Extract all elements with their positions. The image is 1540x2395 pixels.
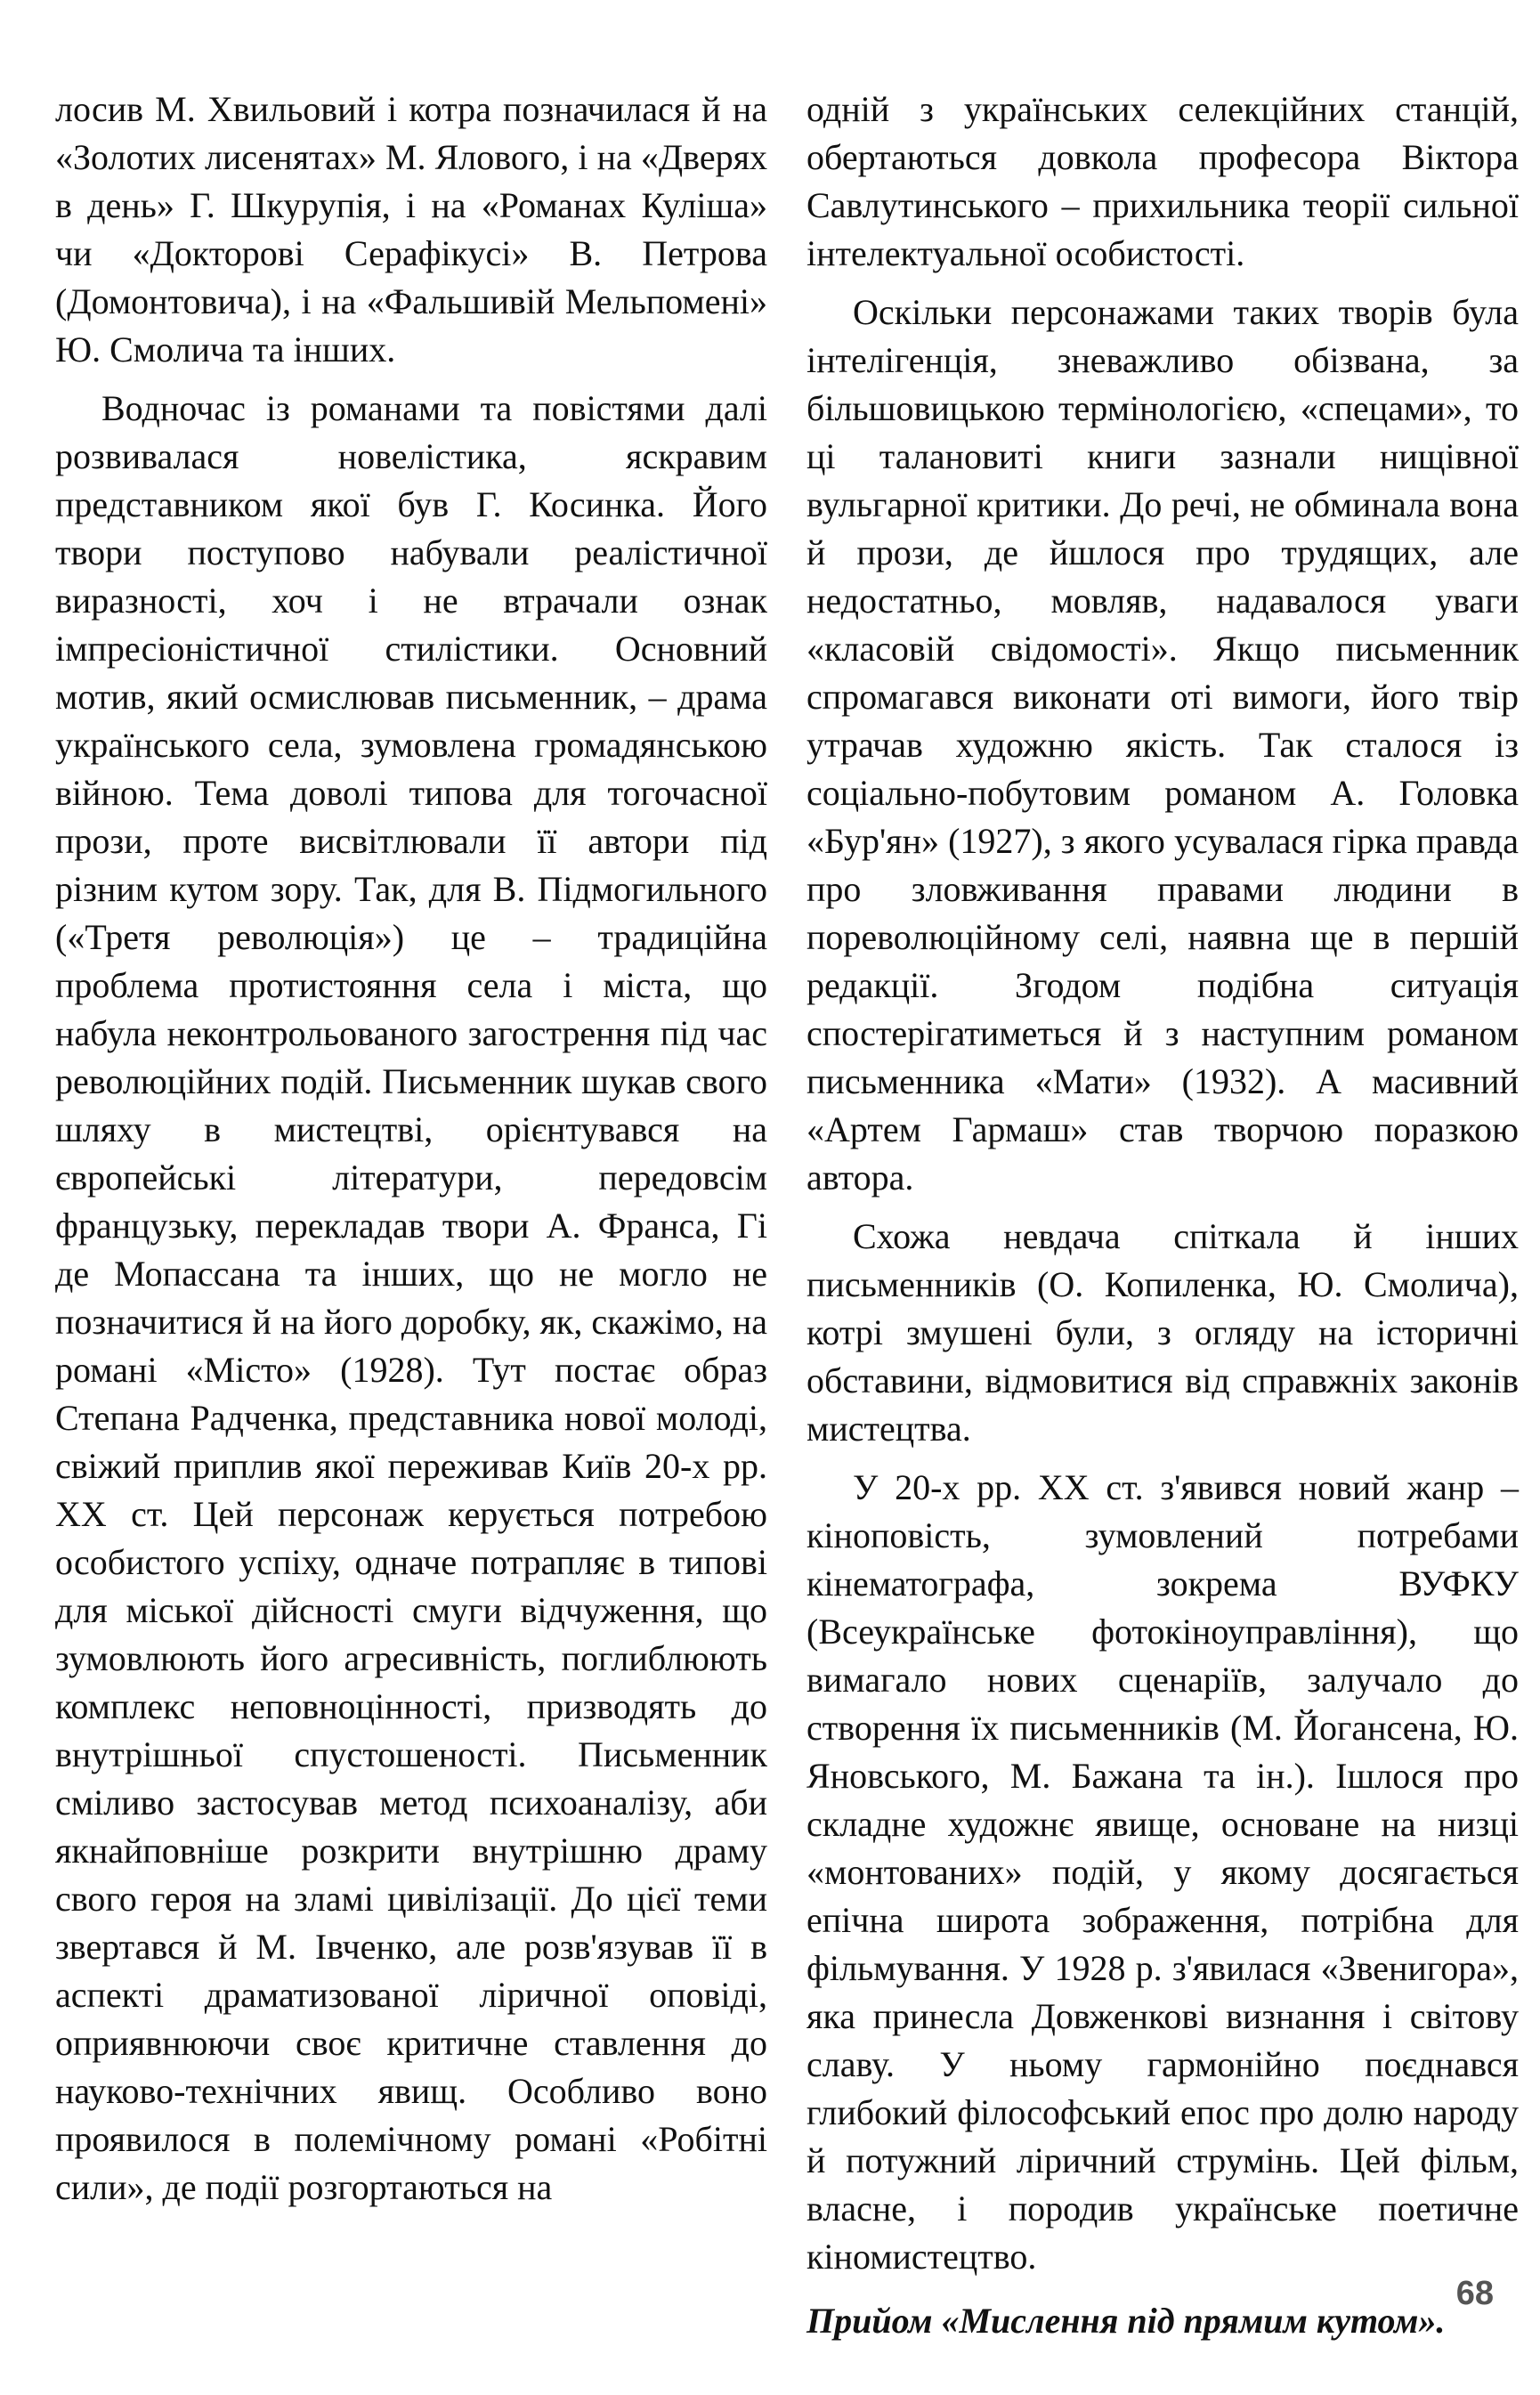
page-number: 68 xyxy=(1455,2275,1494,2312)
method-heading: Прийом «Мислення під прямим кутом». xyxy=(806,2301,1446,2341)
right-paragraph-3: Схожа невдача спіткала й інших письменників (О. Копиленка, Ю. Смолича), котрі змушені були, з огляду на історичні обставини, відмовитися від справжніх законів мистецтва. xyxy=(806,1216,1519,1449)
left-column xyxy=(55,85,767,2222)
right-paragraph-4: У 20-х рр. XX ст. з'явився новий жанр – кіноповість, зумовлений потребами кінематографа, зокрема ВУФКУ (Всеукраїнське фотокіноуправління), що вимагало нових сценаріїв, залучало до створення їх письменників (М. Йогансена, Ю. Яновського, М. Бажана та ін.). Ішлося про складне художнє явище, основане на низці «монтованих» подій, у якому досягається епічна широта зображення, потрібна для фільмування. У 1928 р. з'явилася «Звенигора», яка принесла Довженкові визнання і світову славу. У ньому гармонійно поєднався глибокий філософський епос про долю народу й потужний ліричний струмінь. Цей фільм, власне, і породив українське поетичне кіномистецтво. xyxy=(806,1467,1519,2277)
right-paragraph-1: одній з українських селекційних станцій, обертаються довкола професора Віктора Савлутинського – прихильника теорії сильної інтелектуальної особистості. xyxy=(806,89,1519,273)
left-paragraph-1: лосив М. Хвильовий і котра позначилася й на «Золотих лисенятах» М. Ялового, і на «Дверях в день» Г. Шкурупія, і на «Романах Куліша» чи «Докторові Серафікусі» В. Петрова (Домонтовича), і на «Фальшивій Мельпомені» Ю. Смолича та інших. xyxy=(55,89,767,369)
right-column xyxy=(806,85,1519,2356)
left-paragraph-2: Водночас із романами та повістями далі розвивалася новелістика, яскравим представником якої був Г. Косинка. Його твори поступово набували реалістичної виразності, хоч і не втрачали ознак імпресіоністичної стилістики. Основний мотив, який осмислював письменник, – драма українського села, зумовлена громадянською війною. Тема доволі типова для тогочасної прози, проте висвітлювали її автори під різним кутом зору. Так, для В. Підмогильного («Третя революція») це – традиційна проблема протистояння села і міста, що набула неконтрольованого загострення під час революційних подій. Письменник шукав свого шляху в мистецтві, орієнтувався на європейські літератури, передовсім французьку, перекладав твори А. Франса, Гі де Мопассана та інших, що не могло не позначитися й на його доробку, як, скажімо, на романі «Місто» (1928). Тут постає образ Степана Радченка, представника нової молоді, свіжий приплив якої переживав Київ 20-х рр. XX ст. Цей персонаж керується потребою особистого успіху, одначе потрапляє в типові для міської дійсності смуги відчуження, що зумовлюють його агресивність, поглиблюють комплекс неповноцінності, призводять до внутрішньої спустошеності. Письменник сміливо застосував метод психоаналізу, аби якнайповніше розкрити внутрішню драму свого героя на зламі цивілізації. До цієї теми звертався й М. Івченко, але розв'язував її в аспекті драматизованої ліричної оповіді, оприявнюючи своє критичне ставлення до науково-технічних явищ. Особливо воно проявилося в полемічному романі «Робітні сили», де події розгортаються на xyxy=(55,388,767,2207)
right-paragraph-2: Оскільки персонажами таких творів була інтелігенція, зневажливо обізвана, за більшовицькою термінологією, «спецами», то ці талановиті книги зазнали нищівної вульгарної критики. До речі, не обминала вона й прози, де йшлося про трудящих, але недостатньо, мовляв, надавалося уваги «класовій свідомості». Якщо письменник спромагався виконати оті вимоги, його твір утрачав художню якість. Так сталося із соціально-побутовим романом А. Головка «Бур'ян» (1927), з якого усувалася гірка правда про зловживання правами людини в пореволюційному селі, наявна ще в першій редакції. Згодом подібна ситуація спостерігатиметься й з наступним романом письменника «Мати» (1932). А масивний «Артем Гармаш» став творчою поразкою автора. xyxy=(806,292,1519,1198)
